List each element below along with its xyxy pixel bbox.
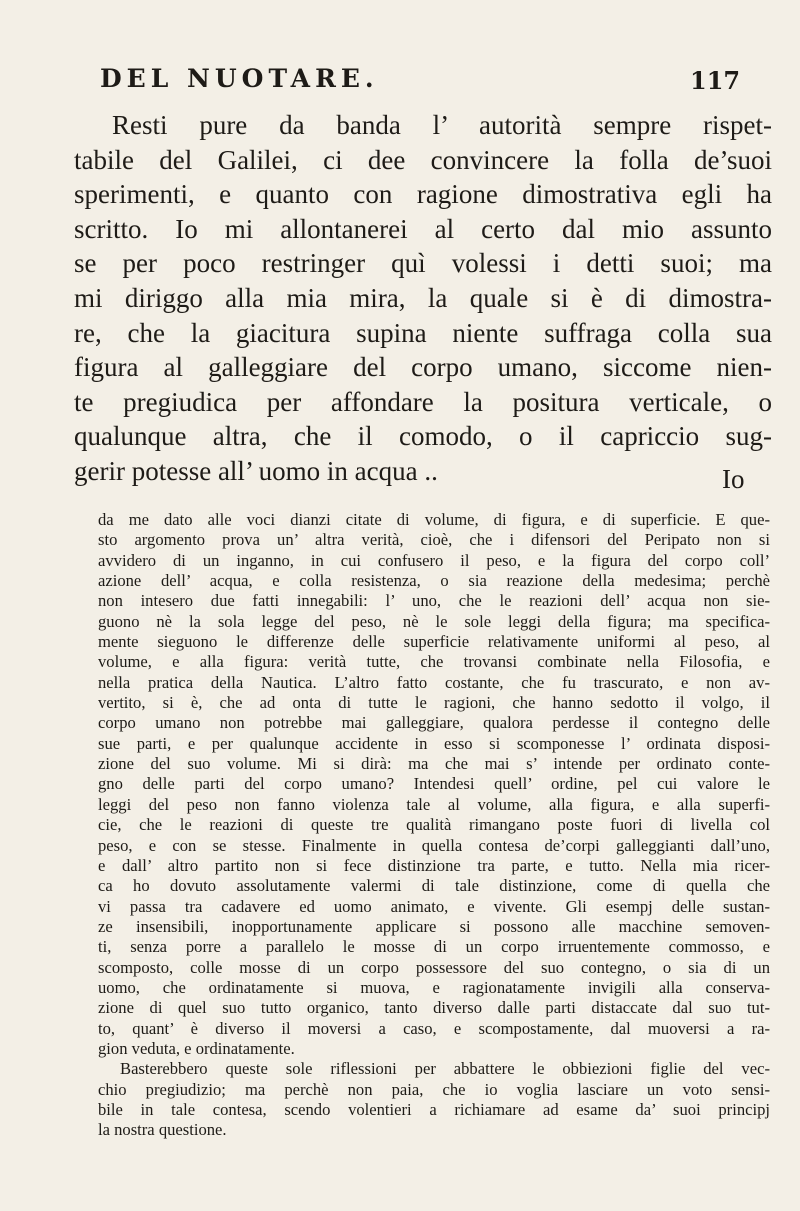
footnote-line: Basterebbero queste sole riflessioni per abbattere le obbiezioni figlie del vec- (120, 1059, 770, 1079)
text-line: sperimenti, e quanto con ragione dimostrativa egli ha (74, 179, 772, 210)
footnote-line: sto argomento prova un’ altra verità, cioè, che i difensori del Peripato non si (98, 530, 770, 550)
footnote-line: corpo umano non potrebbe mai galleggiare, qualora perdesse il contegno delle (98, 713, 770, 733)
footnote-line: cie, che le reazioni di queste tre qualità rimangano poste fuori di livella col (98, 815, 770, 835)
footnote-line: ti, senza porre a parallelo le mosse di un corpo irruentemente commosso, e (98, 937, 770, 957)
footnote-line: gno delle parti del corpo umano? Intendesi quell’ ordine, pel cui valore le (98, 774, 770, 794)
footnote-line: leggi del peso non fanno violenza tale al volume, alla figura, e alla superfi- (98, 794, 770, 814)
catchword: Io (722, 464, 745, 494)
text-line: Resti pure da banda l’ autorità sempre rispet- (112, 110, 772, 140)
text-line: figura al galleggiare del corpo umano, siccome nien- (74, 352, 772, 383)
footnote-block (98, 510, 770, 1141)
footnote-line: non intesero due fatti innegabili: l’ uno, che le reazioni dell’ acqua non sie- (98, 591, 770, 611)
footnote-line: avvidero di un inganno, in cui confusero il peso, e la figura del corpo coll’ (98, 550, 770, 570)
footnote-line: volume, e alla figura: verità tutte, che trovansi combinate nella Filosofia, e (98, 652, 770, 672)
footnote-line: bile in tale contesa, scendo volentieri a richiamare ad esame da’ suoi principj (98, 1099, 770, 1119)
running-title: DEL NUOTARE. (100, 64, 379, 93)
footnote-line: sue parti, e per qualunque accidente in esso si scomponesse l’ ordinata disposi- (98, 733, 770, 753)
footnote-line: gion veduta, e ordinatamente. (98, 1038, 295, 1058)
text-line: re, che la giacitura supina niente suffraga colla sua (74, 317, 772, 348)
footnote-line: vi passa tra cadavere ed uomo animato, e vivente. Gli esempj delle sustan- (98, 896, 770, 916)
text-line: gerir potesse all’ uomo in acqua .. (74, 455, 438, 486)
text-line: scritto. Io mi allontanerei al certo dal mio assunto (74, 213, 772, 244)
footnote-line: mente sieguono le differenze delle superficie relativamente uniformi al peso, al (98, 632, 770, 652)
footnote-line: chio pregiudizio; ma perchè non paia, che io voglia lasciare un voto sensi- (98, 1079, 770, 1099)
footnote-line: la nostra questione. (98, 1120, 227, 1140)
text-line: se per poco restringer quì volessi i detti suoi; ma (74, 248, 772, 279)
footnote-line: to, quant’ è diverso il moversi a caso, e scompostamente, dal muoversi a ra- (98, 1018, 770, 1038)
text-line: te pregiudica per affondare la positura verticale, o (74, 386, 772, 417)
footnote-line: guono nè la sola legge del peso, nè le sole leggi della figura; ma specifica- (98, 611, 770, 631)
footnote-line: ca ho dovuto assolutamente valermi di tale distinzione, come di quella che (98, 876, 770, 896)
footnote-line: peso, e con se stesse. Finalmente in quella contesa de’corpi galleggianti dall’uno, (98, 835, 770, 855)
text-line: qualunque altra, che il comodo, o il capriccio sug- (74, 421, 772, 452)
footnote-line: scomposto, colle mosse di un corpo possessore del suo contegno, o sia di un (98, 957, 770, 977)
footnote-line: zione di quel suo tutto organico, tanto diverso dalle parti distaccate dal suo tut- (98, 998, 770, 1018)
footnote-line: nella pratica della Nautica. L’altro fatto costante, che fu trascurato, e non av- (98, 672, 770, 692)
footnote-line: ze insensibili, inopportunamente applicare si possono alle macchine semoven- (98, 916, 770, 936)
text-line: tabile del Galilei, ci dee convincere la folla de’suoi (74, 144, 772, 175)
text-line: mi diriggo alla mia mira, la quale si è di dimostra- (74, 282, 772, 313)
page-number: 117 (690, 66, 741, 95)
footnote-line: uomo, che ordinatamente si muova, e ragionatamente invigili alla conserva- (98, 977, 770, 997)
footnote-line: zione del suo volume. Mi si dirà: ma che mai s’ intende per ordinato conte- (98, 754, 770, 774)
footnote-line: azione dell’ acqua, e colla resistenza, o sia reazione della medesima; perchè (98, 571, 770, 591)
footnote-line: da me dato alle voci dianzi citate di volume, di figura, e di superficie. E que- (98, 510, 770, 529)
footnote-line: vertito, si è, che ad onta di tutte le ragioni, che hanno sedotto il volgo, il (98, 693, 770, 713)
footnote-line: e dall’ altro partito non si fece distinzione tra parte, e tutto. Nella mia ricer- (98, 855, 770, 875)
main-paragraph (74, 108, 772, 489)
